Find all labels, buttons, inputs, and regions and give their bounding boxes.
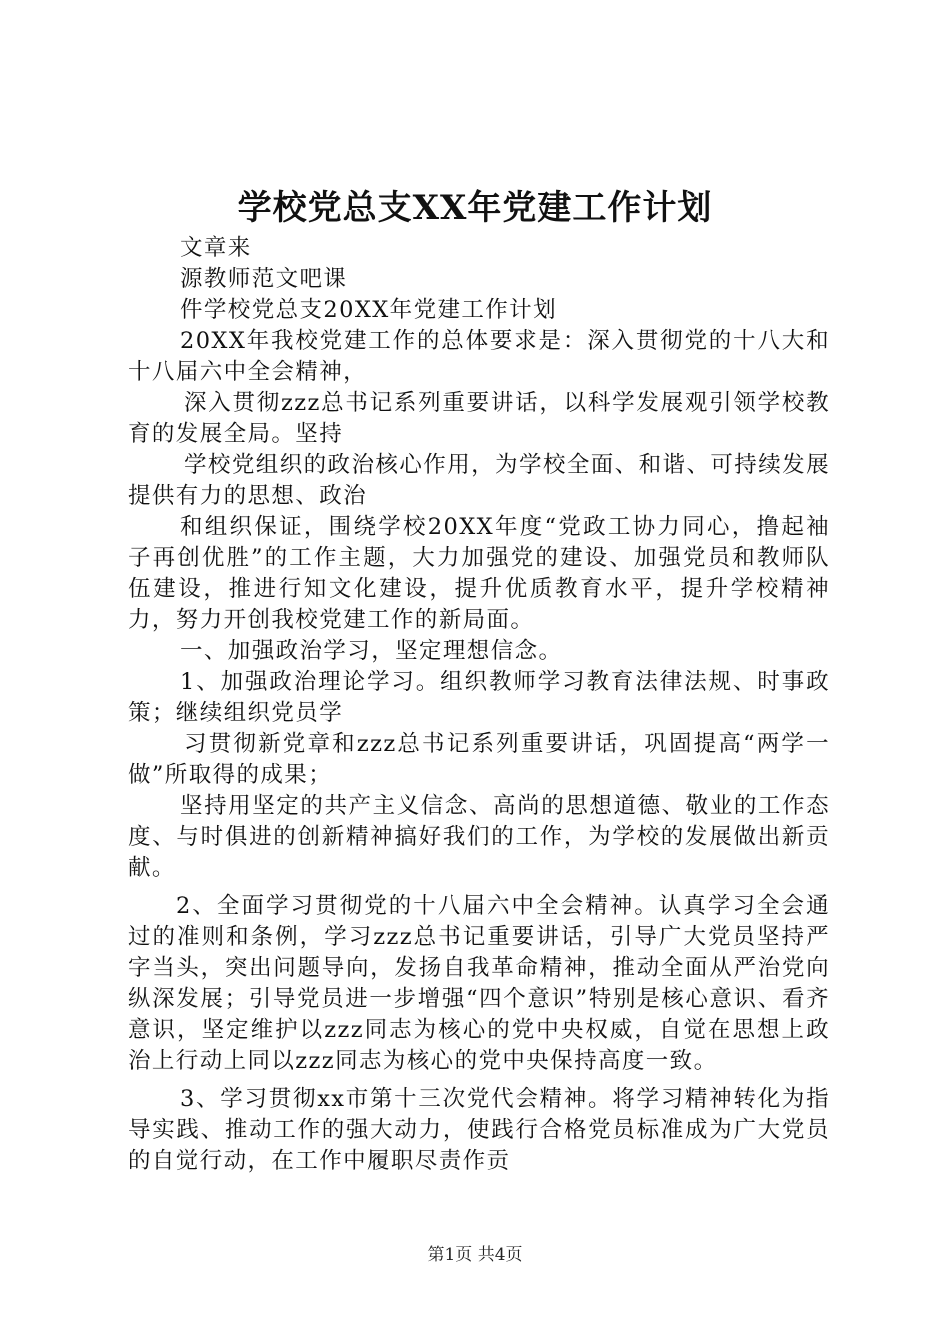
section-heading: 一、加强政治学习，坚定理想信念。 [180, 638, 563, 664]
paragraph: 件学校党总支20XX年党建工作计划 [180, 297, 557, 323]
paragraph: 20XX年我校党建工作的总体要求是：深入贯彻党的十八大和十八届六中全会精神， [128, 328, 830, 385]
paragraph: 3、学习贯彻xx市第十三次党代会精神。将学习精神转化为指导实践、推动工作的强大动力，使践行合格党员标准成为广大党员的自觉行动，在工作中履职尽责作贡 [128, 1086, 830, 1174]
paragraph: 2、全面学习贯彻党的十八届六中全会精神。认真学习全会通过的准则和条例，学习zzz总书记重要讲话，引导广大党员坚持严字当头，突出问题导向，发扬自我革命精神，推动全面从严治党向纵深发展；引导党员进一步增强“四个意识”特别是核心意识、看齐意识，坚定维护以zzz同志为核心的党中央权威，自觉在思想上政治上行动上同以zzz同志为核心的党中央保持高度一致。 [128, 893, 830, 1074]
document-title: 学校党总支XX年党建工作计划 [237, 188, 713, 228]
document-body [128, 233, 830, 1177]
paragraph: 和组织保证，围绕学校20XX年度“党政工协力同心，撸起袖子再创优胜”的工作主题，大力加强党的建设、加强党员和教师队伍建设，推进行知文化建设，提升优质教育水平，提升学校精神力，努力开创我校党建工作的新局面。 [128, 514, 830, 633]
page-number-footer: 第1页 共4页 [427, 1245, 523, 1265]
paragraph: 习贯彻新党章和zzz总书记系列重要讲话，巩固提高“两学一做”所取得的成果； [128, 731, 830, 788]
paragraph: 源教师范文吧课 [180, 266, 348, 292]
paragraph: 1、加强政治理论学习。组织教师学习教育法律法规、时事政策；继续组织党员学 [128, 669, 830, 726]
paragraph: 深入贯彻zzz总书记系列重要讲话，以科学发展观引领学校教育的发展全局。坚持 [128, 390, 830, 447]
paragraph: 学校党组织的政治核心作用，为学校全面、和谐、可持续发展提供有力的思想、政治 [128, 452, 830, 509]
paragraph: 坚持用坚定的共产主义信念、高尚的思想道德、敬业的工作态度、与时俱进的创新精神搞好我们的工作，为学校的发展做出新贡献。 [128, 793, 830, 881]
paragraph: 文章来 [180, 235, 252, 261]
